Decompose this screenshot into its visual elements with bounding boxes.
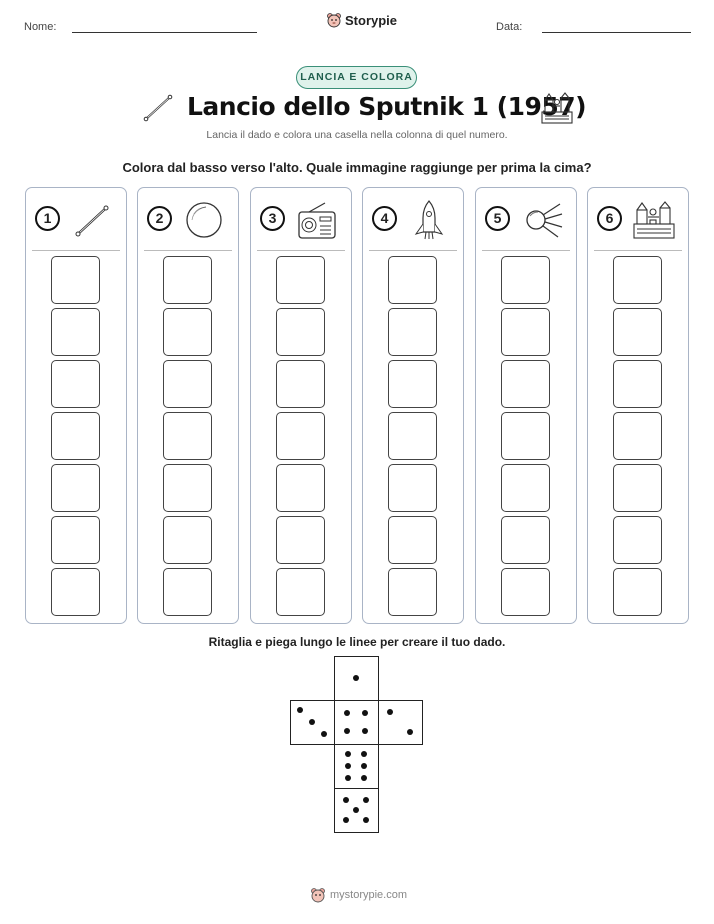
- column-2: [137, 187, 239, 624]
- space-station-icon: [539, 92, 575, 126]
- die-pip: [345, 751, 351, 757]
- color-cell[interactable]: [388, 516, 437, 564]
- column-3: [250, 187, 352, 624]
- color-cell[interactable]: [163, 412, 212, 460]
- color-cell[interactable]: [388, 360, 437, 408]
- color-cell[interactable]: [501, 412, 550, 460]
- die-pip: [321, 731, 327, 737]
- die-pip: [345, 763, 351, 769]
- color-cell[interactable]: [388, 464, 437, 512]
- color-cell[interactable]: [276, 412, 325, 460]
- die-pip: [345, 775, 351, 781]
- color-cell[interactable]: [276, 256, 325, 304]
- color-cell[interactable]: [51, 568, 100, 616]
- die-pip: [344, 728, 350, 734]
- die-pip: [353, 807, 359, 813]
- rocket-icon: [407, 200, 451, 240]
- die-pip: [407, 729, 413, 735]
- color-cell[interactable]: [613, 568, 662, 616]
- color-cell[interactable]: [51, 256, 100, 304]
- color-cell[interactable]: [388, 308, 437, 356]
- column-number: 1: [35, 206, 60, 231]
- antenna-rod-icon: [142, 93, 174, 123]
- die-face-4: [334, 700, 379, 745]
- die-pip: [361, 775, 367, 781]
- storypie-logo-icon: [326, 12, 342, 28]
- color-cell[interactable]: [501, 308, 550, 356]
- color-cell[interactable]: [51, 308, 100, 356]
- brand: [326, 12, 397, 28]
- color-cell[interactable]: [163, 256, 212, 304]
- title-row: [0, 90, 714, 130]
- die-face-2: [378, 700, 423, 745]
- die-pip: [363, 817, 369, 823]
- column-5: [475, 187, 577, 624]
- die-pip: [363, 797, 369, 803]
- die-pip: [344, 710, 350, 716]
- column-divider: [144, 250, 232, 251]
- sphere-icon: [182, 200, 226, 240]
- column-number: 4: [372, 206, 397, 231]
- color-cell[interactable]: [501, 360, 550, 408]
- color-cell[interactable]: [613, 360, 662, 408]
- column-header: [138, 188, 238, 250]
- column-number: 2: [147, 206, 172, 231]
- die-pip: [361, 751, 367, 757]
- die-face-3: [290, 700, 335, 745]
- column-header: [251, 188, 351, 250]
- die-face-5: [334, 788, 379, 833]
- color-cell[interactable]: [501, 568, 550, 616]
- die-face-1: [334, 656, 379, 701]
- die-pip: [362, 710, 368, 716]
- die-pip: [297, 707, 303, 713]
- date-label: Data:: [496, 21, 523, 33]
- color-cell[interactable]: [51, 360, 100, 408]
- color-cell[interactable]: [276, 464, 325, 512]
- column-4: [362, 187, 464, 624]
- color-cell[interactable]: [163, 568, 212, 616]
- column-6: [587, 187, 689, 624]
- page-title: Lancio dello Sputnik 1 (1957): [187, 92, 587, 121]
- cut-instruction: Ritaglia e piega lungo le linee per creare il tuo dado.: [208, 635, 506, 649]
- footer-url: mystorypie.com: [330, 889, 408, 901]
- color-cell[interactable]: [163, 360, 212, 408]
- color-cell[interactable]: [388, 568, 437, 616]
- column-1: [25, 187, 127, 624]
- name-line: [72, 32, 257, 33]
- name-label: Nome:: [24, 21, 57, 33]
- color-cell[interactable]: [276, 308, 325, 356]
- color-cell[interactable]: [163, 308, 212, 356]
- die-pip: [362, 728, 368, 734]
- color-cell[interactable]: [163, 516, 212, 564]
- date-line: [542, 32, 691, 33]
- color-cell[interactable]: [501, 516, 550, 564]
- column-divider: [594, 250, 682, 251]
- column-divider: [369, 250, 457, 251]
- sputnik-icon: [520, 200, 564, 240]
- column-divider: [257, 250, 345, 251]
- die-pip: [353, 675, 359, 681]
- column-number: 5: [485, 206, 510, 231]
- color-cell[interactable]: [388, 256, 437, 304]
- color-cell[interactable]: [51, 464, 100, 512]
- column-divider: [482, 250, 570, 251]
- color-cell[interactable]: [51, 516, 100, 564]
- color-cell[interactable]: [613, 516, 662, 564]
- die-pip: [361, 763, 367, 769]
- die-pip: [343, 797, 349, 803]
- color-cell[interactable]: [613, 308, 662, 356]
- column-number: 3: [260, 206, 285, 231]
- subtitle: Lancia il dado e colora una casella nella colonna di quel numero.: [206, 129, 508, 141]
- color-cell[interactable]: [163, 464, 212, 512]
- instruction: Colora dal basso verso l'alto. Quale immagine raggiunge per prima la cima?: [122, 160, 592, 175]
- column-number: 6: [597, 206, 622, 231]
- column-header: [476, 188, 576, 250]
- column-header: [588, 188, 688, 250]
- color-cell[interactable]: [276, 360, 325, 408]
- radio-icon: [295, 200, 339, 240]
- space-station-icon: [632, 200, 676, 240]
- die-pip: [309, 719, 315, 725]
- footer: [310, 887, 407, 903]
- brand-name: Storypie: [345, 12, 398, 28]
- die-pip: [387, 709, 393, 715]
- color-cell[interactable]: [613, 464, 662, 512]
- column-header: [363, 188, 463, 250]
- die-face-6: [334, 744, 379, 789]
- color-cell[interactable]: [276, 516, 325, 564]
- color-cell[interactable]: [501, 464, 550, 512]
- color-cell[interactable]: [51, 412, 100, 460]
- column-divider: [32, 250, 120, 251]
- column-header: [26, 188, 126, 250]
- color-cell[interactable]: [613, 256, 662, 304]
- storypie-logo-icon: [310, 887, 326, 903]
- activity-tag: LANCIA E COLORA: [296, 66, 417, 89]
- color-cell[interactable]: [388, 412, 437, 460]
- color-cell[interactable]: [501, 256, 550, 304]
- antenna-rod-icon: [70, 200, 114, 240]
- die-pip: [343, 817, 349, 823]
- color-cell[interactable]: [276, 568, 325, 616]
- color-cell[interactable]: [613, 412, 662, 460]
